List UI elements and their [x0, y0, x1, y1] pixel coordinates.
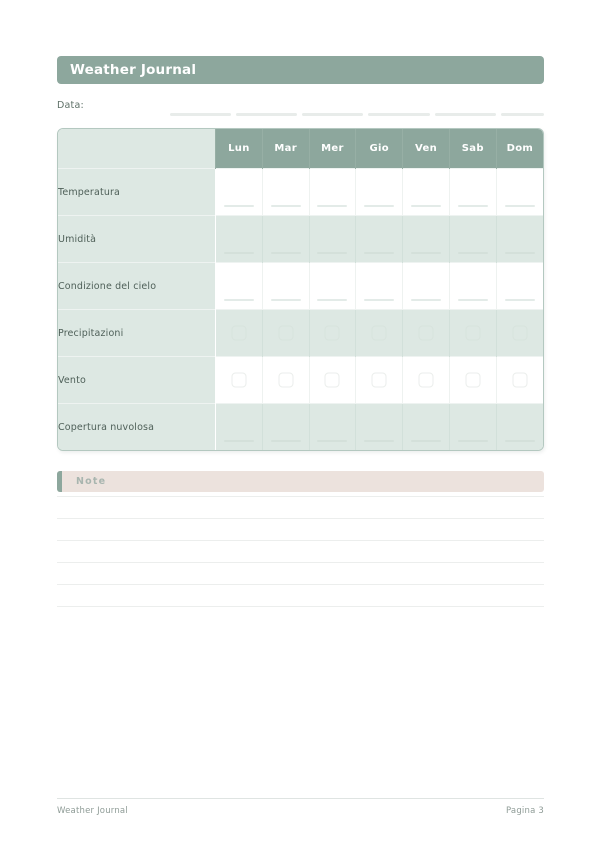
date-dash-segment[interactable] [302, 113, 363, 116]
entry-cell-vento-mer[interactable] [309, 357, 356, 404]
entry-cell-condizione-lun[interactable] [216, 263, 263, 310]
entry-cell-umidita-sab[interactable] [449, 216, 496, 263]
write-line [317, 205, 347, 207]
checkbox-icon[interactable] [512, 326, 527, 341]
date-field-row [57, 100, 544, 118]
entry-cell-copertura-sab[interactable] [449, 404, 496, 451]
write-line [271, 299, 301, 301]
write-line [317, 440, 347, 442]
entry-cell-condizione-sab[interactable] [449, 263, 496, 310]
entry-cell-precipitazioni-ven[interactable] [403, 310, 450, 357]
checkbox-icon[interactable] [231, 326, 246, 341]
checkbox-icon[interactable] [419, 373, 434, 388]
table-row [58, 216, 543, 263]
entry-cell-condizione-ven[interactable] [403, 263, 450, 310]
row-label-vento: Vento [58, 357, 216, 404]
day-header-gio: Gio [356, 129, 403, 169]
entry-cell-condizione-dom[interactable] [496, 263, 543, 310]
checkbox-icon[interactable] [419, 326, 434, 341]
write-line [224, 205, 254, 207]
table-row [58, 357, 543, 404]
entry-cell-vento-gio[interactable] [356, 357, 403, 404]
write-line [317, 299, 347, 301]
write-line [411, 440, 441, 442]
table-corner-header [58, 129, 216, 169]
entry-cell-umidita-lun[interactable] [216, 216, 263, 263]
write-line [411, 299, 441, 301]
notes-rule-line[interactable] [57, 562, 544, 563]
write-line [505, 299, 535, 301]
row-label-condizione-del-cielo: Condizione del cielo [58, 263, 216, 310]
entry-cell-precipitazioni-mer[interactable] [309, 310, 356, 357]
entry-cell-copertura-gio[interactable] [356, 404, 403, 451]
day-header-ven: Ven [403, 129, 450, 169]
entry-cell-precipitazioni-sab[interactable] [449, 310, 496, 357]
entry-cell-vento-ven[interactable] [403, 357, 450, 404]
write-line [411, 252, 441, 254]
entry-cell-vento-mar[interactable] [262, 357, 309, 404]
footer-page-number: Pagina 3 [505, 806, 544, 816]
notes-rule-line[interactable] [57, 518, 544, 519]
table-row [58, 263, 543, 310]
entry-cell-umidita-dom[interactable] [496, 216, 543, 263]
entry-cell-temperatura-dom[interactable] [496, 169, 543, 216]
entry-cell-umidita-mar[interactable] [262, 216, 309, 263]
entry-cell-umidita-ven[interactable] [403, 216, 450, 263]
write-line [458, 252, 488, 254]
notes-heading: Note [76, 476, 107, 487]
write-line [317, 252, 347, 254]
entry-cell-temperatura-mar[interactable] [262, 169, 309, 216]
day-header-lun: Lun [216, 129, 263, 169]
write-line [458, 205, 488, 207]
write-line [505, 205, 535, 207]
entry-cell-precipitazioni-mar[interactable] [262, 310, 309, 357]
entry-cell-vento-dom[interactable] [496, 357, 543, 404]
date-dash-segment[interactable] [236, 113, 297, 116]
write-line [364, 299, 394, 301]
entry-cell-copertura-dom[interactable] [496, 404, 543, 451]
entry-cell-condizione-mer[interactable] [309, 263, 356, 310]
entry-cell-copertura-mer[interactable] [309, 404, 356, 451]
page-title-bar [57, 56, 544, 84]
notes-rule-line[interactable] [57, 606, 544, 607]
day-header-mar: Mar [262, 129, 309, 169]
page-footer [57, 806, 544, 816]
entry-cell-vento-lun[interactable] [216, 357, 263, 404]
date-write-lines[interactable] [170, 113, 544, 117]
checkbox-icon[interactable] [512, 373, 527, 388]
entry-cell-precipitazioni-dom[interactable] [496, 310, 543, 357]
entry-cell-temperatura-lun[interactable] [216, 169, 263, 216]
day-header-dom: Dom [496, 129, 543, 169]
notes-rule-line[interactable] [57, 496, 544, 497]
checkbox-icon[interactable] [325, 326, 340, 341]
entry-cell-copertura-mar[interactable] [262, 404, 309, 451]
checkbox-icon[interactable] [325, 373, 340, 388]
entry-cell-precipitazioni-gio[interactable] [356, 310, 403, 357]
table-row [58, 404, 543, 451]
row-label-precipitazioni: Precipitazioni [58, 310, 216, 357]
write-line [505, 440, 535, 442]
entry-cell-umidita-mer[interactable] [309, 216, 356, 263]
checkbox-icon[interactable] [231, 373, 246, 388]
row-label-temperatura: Temperatura [58, 169, 216, 216]
day-header-sab: Sab [449, 129, 496, 169]
entry-cell-copertura-lun[interactable] [216, 404, 263, 451]
row-label-umidita: Umidità [58, 216, 216, 263]
notes-accent-bar [57, 471, 62, 492]
write-line [458, 440, 488, 442]
checkbox-icon[interactable] [465, 373, 480, 388]
date-dash-segment[interactable] [435, 113, 496, 116]
entry-cell-temperatura-gio[interactable] [356, 169, 403, 216]
table-header-row [58, 129, 543, 169]
entry-cell-condizione-gio[interactable] [356, 263, 403, 310]
page-title: Weather Journal [70, 62, 197, 78]
row-label-copertura-nuvolosa: Copertura nuvolosa [58, 404, 216, 451]
entry-cell-temperatura-sab[interactable] [449, 169, 496, 216]
write-line [271, 252, 301, 254]
footer-divider [57, 798, 544, 799]
write-line [364, 205, 394, 207]
write-line [458, 299, 488, 301]
entry-cell-vento-sab[interactable] [449, 357, 496, 404]
entry-cell-temperatura-mer[interactable] [309, 169, 356, 216]
table-body [58, 169, 543, 451]
day-header-mer: Mer [309, 129, 356, 169]
checkbox-icon[interactable] [372, 326, 387, 341]
write-line [505, 252, 535, 254]
date-dash-segment[interactable] [170, 113, 231, 116]
table-row [58, 169, 543, 216]
entry-cell-temperatura-ven[interactable] [403, 169, 450, 216]
write-line [271, 440, 301, 442]
write-line [224, 440, 254, 442]
date-dash-segment[interactable] [501, 113, 544, 116]
write-line [271, 205, 301, 207]
footer-document-name: Weather Journal [57, 806, 128, 816]
write-line [224, 299, 254, 301]
weather-table [58, 129, 543, 450]
weather-table-container [57, 128, 544, 451]
notes-rule-line[interactable] [57, 584, 544, 585]
write-line [364, 440, 394, 442]
checkbox-icon[interactable] [278, 326, 293, 341]
table-header [58, 129, 543, 169]
checkbox-icon[interactable] [278, 373, 293, 388]
table-row [58, 310, 543, 357]
entry-cell-copertura-ven[interactable] [403, 404, 450, 451]
entry-cell-precipitazioni-lun[interactable] [216, 310, 263, 357]
date-dash-segment[interactable] [368, 113, 429, 116]
write-line [364, 252, 394, 254]
date-label: Data: [57, 100, 84, 111]
entry-cell-condizione-mar[interactable] [262, 263, 309, 310]
checkbox-icon[interactable] [465, 326, 480, 341]
notes-write-area[interactable] [57, 496, 544, 628]
write-line [411, 205, 441, 207]
notes-header [57, 471, 544, 492]
entry-cell-umidita-gio[interactable] [356, 216, 403, 263]
write-line [224, 252, 254, 254]
checkbox-icon[interactable] [372, 373, 387, 388]
notes-rule-line[interactable] [57, 540, 544, 541]
